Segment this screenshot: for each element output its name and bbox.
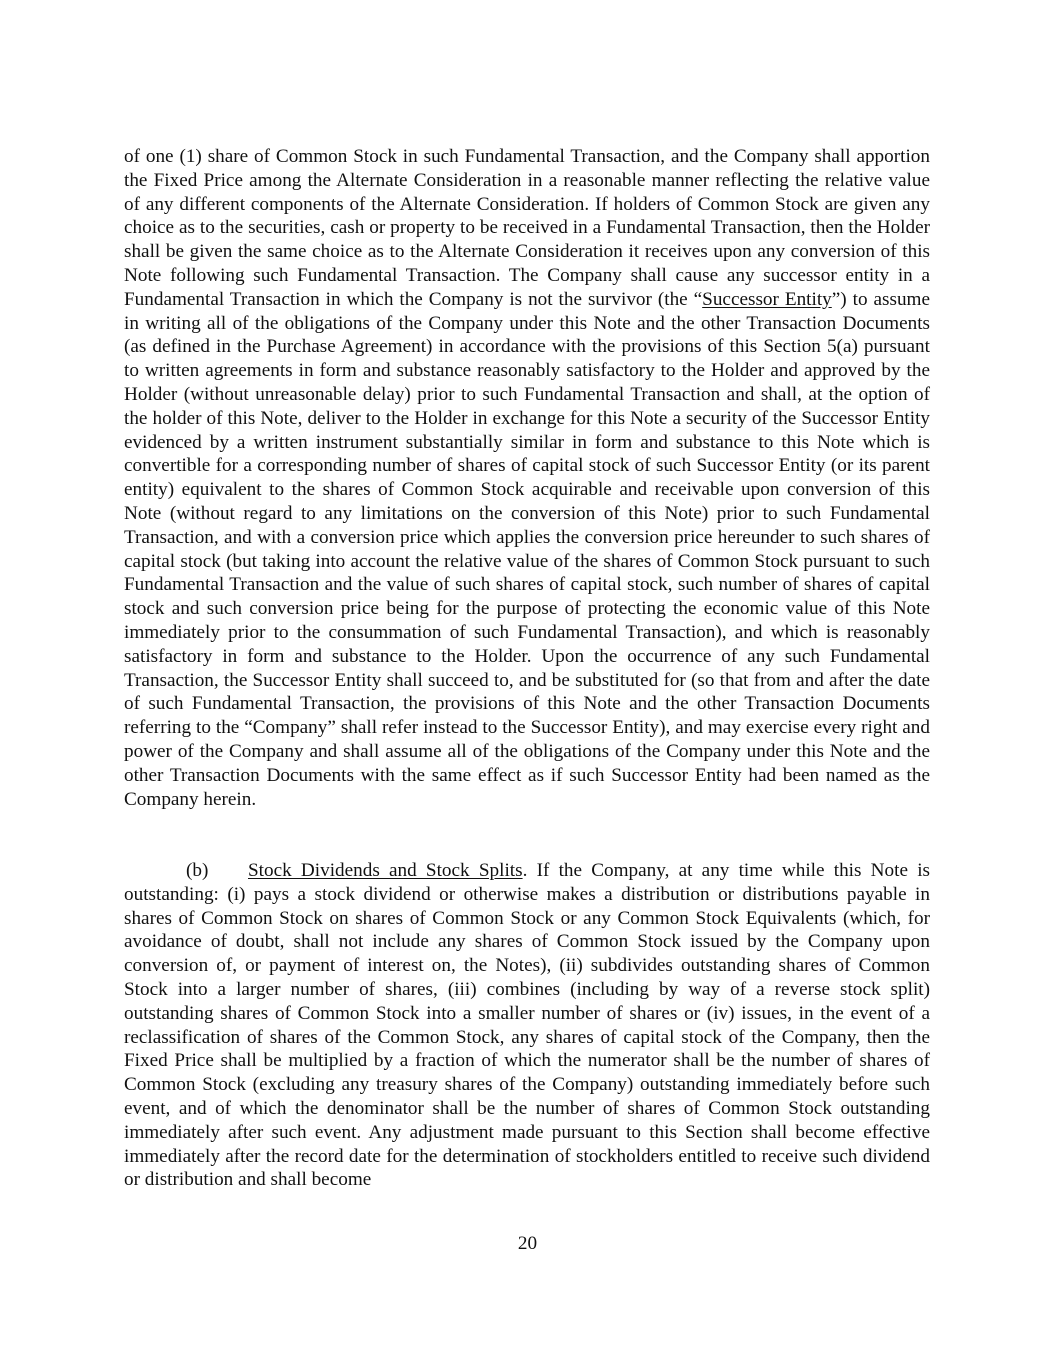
section-5b-number: (b) [186, 860, 209, 881]
section-5b-paragraph [124, 859, 930, 1192]
section-5b-heading-punct: . [522, 860, 528, 881]
successor-entity-defined-term: Successor Entity [702, 288, 832, 310]
section-5b-text: If the Company, at any time while this Note is outstanding: (i) pays a stock dividend or otherwise makes a distribution or distributions payable in shares of Common Stock on shares of Common Stock or any Common Stock Equivalents (which, for avoidance of doubt, shall not include any shares of Common Stock issued by the Company upon conversion of, or payment of interest on, the Notes), (ii) subdivides outstanding shares of Common Stock into a larger number of shares, (iii) combines (including by way of a reverse stock split) outstanding shares of Common Stock into a smaller number of shares or (iv) issues, in the event of a reclassification of shares of the Common Stock, any shares of capital stock of the Company, then the Fixed Price shall be multiplied by a fraction of which the numerator shall be the number of shares of Common Stock (excluding any treasury shares of the Company) outstanding immediately before such event, and of which the denominator shall be the number of shares of Common Stock outstanding immediately after such event. Any adjustment made pursuant to this Section shall become effective immediately after the record date for the determination of stockholders entitled to receive such dividend or distribution and shall become [124, 860, 930, 1191]
page-number: 20 [517, 1233, 538, 1254]
section-5a-continuation-paragraph [124, 145, 930, 811]
section-5a-text-part-2: ”) to assume in writing all of the obligations of the Company under this Note and the other Transaction Documents (as defined in the Purchase Agreement) in accordance with the provisions of this Section 5(a) pursuant to written agreements in form and substance reasonably satisfactory to the Holder and approved by the Holder (without unreasonable delay) prior to such Fundamental Transaction and shall, at the option of the holder of this Note, deliver to the Holder in exchange for this Note a security of the Successor Entity evidenced by a written instrument substantially similar in form and substance to this Note which is convertible for a corresponding number of shares of capital stock of such Successor Entity (or its parent entity) equivalent to the shares of Common Stock acquirable and receivable upon conversion of this Note (without regard to any limitations on the conversion of this Note) prior to such Fundamental Transaction, and with a conversion price which applies the conversion price hereunder to such shares of capital stock (but taking into account the relative value of the shares of Common Stock pursuant to such Fundamental Transaction and the value of such shares of capital stock, such number of shares of capital stock and such conversion price being for the purpose of protecting the economic value of this Note immediately prior to the consummation of such Fundamental Transaction), and which is reasonably satisfactory in form and substance to the Holder. Upon the occurrence of any such Fundamental Transaction, the Successor Entity shall succeed to, and be substituted for (so that from and after the date of such Fundamental Transaction, the provisions of this Note and the other Transaction Documents referring to the “Company” shall refer instead to the Successor Entity), and may exercise every right and power of the Company and shall assume all of the obligations of the Company under this Note and the other Transaction Documents with the same effect as if such Successor Entity had been named as the Company herein. [124, 288, 930, 810]
section-5b-heading: Stock Dividends and Stock Splits [248, 860, 523, 881]
section-5a-text-part-1: of one (1) share of Common Stock in such Fundamental Transaction, and the Company shall apportion the Fixed Price among the Alternate Consideration in a reasonable manner reflecting the relative value of any different components of the Alternate Consideration. If holders of Common Stock are given any choice as to the securities, cash or property to be received in a Fundamental Transaction, then the Holder shall be given the same choice as to the Alternate Consideration it receives upon any conversion of this Note following such Fundamental Transaction. The Company shall cause any successor entity in a Fundamental Transaction in which the Company is not the survivor (the “ [124, 146, 930, 310]
